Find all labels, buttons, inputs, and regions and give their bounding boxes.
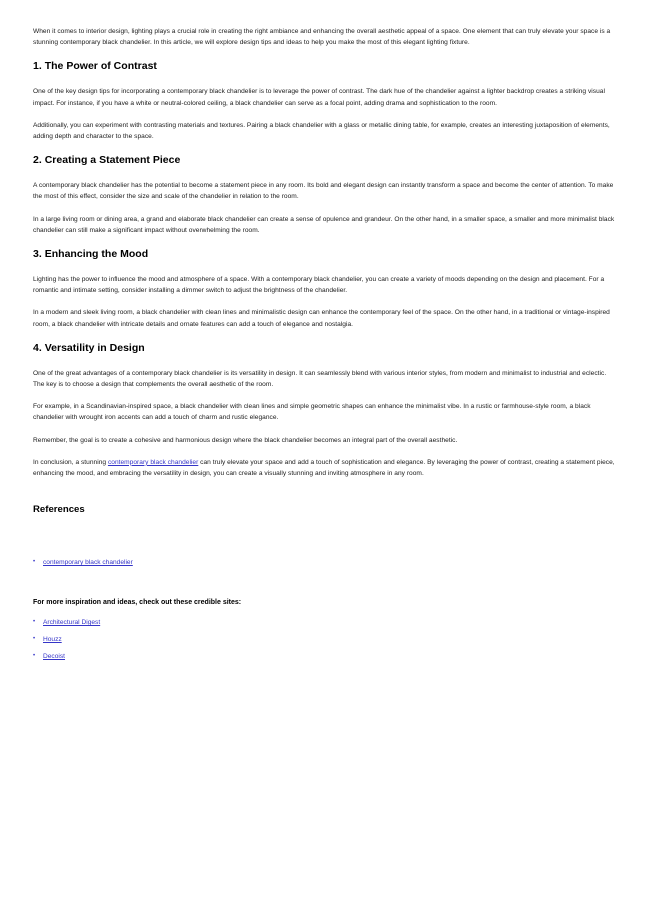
intro-paragraph: When it comes to interior design, lighting plays a crucial role in creating the right ambiance and enhancing the overall aesthetic appeal of a space. One element that can truly elevate your space is a stunning contemporary black chandelier. In this article, we will explore design tips and ideas to help you make the most of this elegant lighting fixture. xyxy=(33,28,611,47)
conclusion-text-after: can truly elevate your space and add a touch of sophistication and elegance. By leveraging the power of contrast, creating a statement piece, enhancing the mood, and embracing the versatility in design, you can create a visually stunning and inviting atmosphere in any room. xyxy=(33,458,615,478)
section-2-paragraph-1: A contemporary black chandelier has the potential to become a statement piece in any room. Its bold and elegant design can instantly transform a space and become the center of attention. To make the most of this effect, consider the size and scale of the chandelier in relation to the room. xyxy=(33,182,614,201)
references-top-spacer xyxy=(33,490,618,503)
references-list xyxy=(33,557,618,569)
reference-link-chandelier[interactable]: contemporary black chandelier xyxy=(43,559,133,567)
conclusion-inline-link[interactable]: contemporary black chandelier xyxy=(107,458,199,466)
conclusion-text-before: In conclusion, a stunning xyxy=(33,458,108,466)
intro-block xyxy=(33,26,618,48)
references-heading: References xyxy=(33,504,85,516)
section-4-paragraph-2: For example, in a Scandinavian-inspired space, a black chandelier with clean lines and simple geometric shapes can enhance the minimalist vibe. In a rustic or farmhouse-style room, a black chandelier with wrought iron accents can add a touch of charm and rustic elegance. xyxy=(33,403,591,422)
credible-sites-spacer xyxy=(33,574,618,597)
list-item xyxy=(33,617,618,629)
section-heading-1: 1. The Power of Contrast xyxy=(33,60,157,73)
list-item xyxy=(33,557,618,569)
credible-link-decoist[interactable]: Decoist xyxy=(43,653,65,661)
section-3-paragraph-2: In a modern and sleek living room, a black chandelier with clean lines and minimalistic design can enhance the contemporary feel of the space. On the other hand, in a traditional or vintage-inspired room, a black chandelier with intricate details and ornate features can add a touch of elegance and nostalgia. xyxy=(33,309,610,328)
list-item xyxy=(33,651,618,663)
section-heading-2: 2. Creating a Statement Piece xyxy=(33,154,181,167)
section-heading-4: 4. Versatility in Design xyxy=(33,341,145,354)
section-1-paragraph-2: Additionally, you can experiment with contrasting materials and textures. Pairing a black chandelier with a glass or metallic dining table, for example, creates an interesting juxtaposition of elements, adding depth and character to the space. xyxy=(33,121,610,141)
section-heading-3: 3. Enhancing the Mood xyxy=(33,248,149,261)
references-gap-spacer xyxy=(33,516,618,557)
conclusion-paragraph xyxy=(33,457,618,479)
section-4-paragraph-1: One of the great advantages of a contemporary black chandelier is its versatility in design. It can seamlessly blend with various interior styles, from modern and minimalist to industrial and eclectic. The key is to choose a design that complements the overall aesthetic of the room. xyxy=(33,369,607,389)
section-4-paragraph-3: Remember, the goal is to create a cohesive and harmonious design where the black chandelier becomes an integral part of the overall aesthetic. xyxy=(33,436,458,444)
list-item xyxy=(33,634,618,646)
section-3-paragraph-1: Lighting has the power to influence the mood and atmosphere of a space. With a contemporary black chandelier, you can create a variety of moods depending on the design and placement. For a romantic and intimate setting, consider installing a dimmer switch to adjust the brightness of the chandelier. xyxy=(33,276,605,295)
document-content xyxy=(33,26,618,668)
section-2-paragraph-2: In a large living room or dining area, a grand and elaborate black chandelier can create a sense of opulence and grandeur. On the other hand, in a smaller space, a smaller and more minimalist black chandelier can still make a significant impact without overwhelming the room. xyxy=(33,215,615,234)
credible-link-houzz[interactable]: Houzz xyxy=(43,636,62,644)
section-1-paragraph-1: One of the key design tips for incorporating a contemporary black chandelier is to leverage the power of contrast. The dark hue of the chandelier against a lighter backdrop creates a striking visual impact. For instance, if you have a white or neutral-colored ceiling, a black chandelier can serve as a focal point, adding drama and sophistication to the room. xyxy=(33,88,605,107)
credible-sites-heading: For more inspiration and ideas, check out these credible sites: xyxy=(33,599,242,607)
credible-sites-list xyxy=(33,617,618,663)
credible-link-architectural-digest[interactable]: Architectural Digest xyxy=(43,619,101,627)
